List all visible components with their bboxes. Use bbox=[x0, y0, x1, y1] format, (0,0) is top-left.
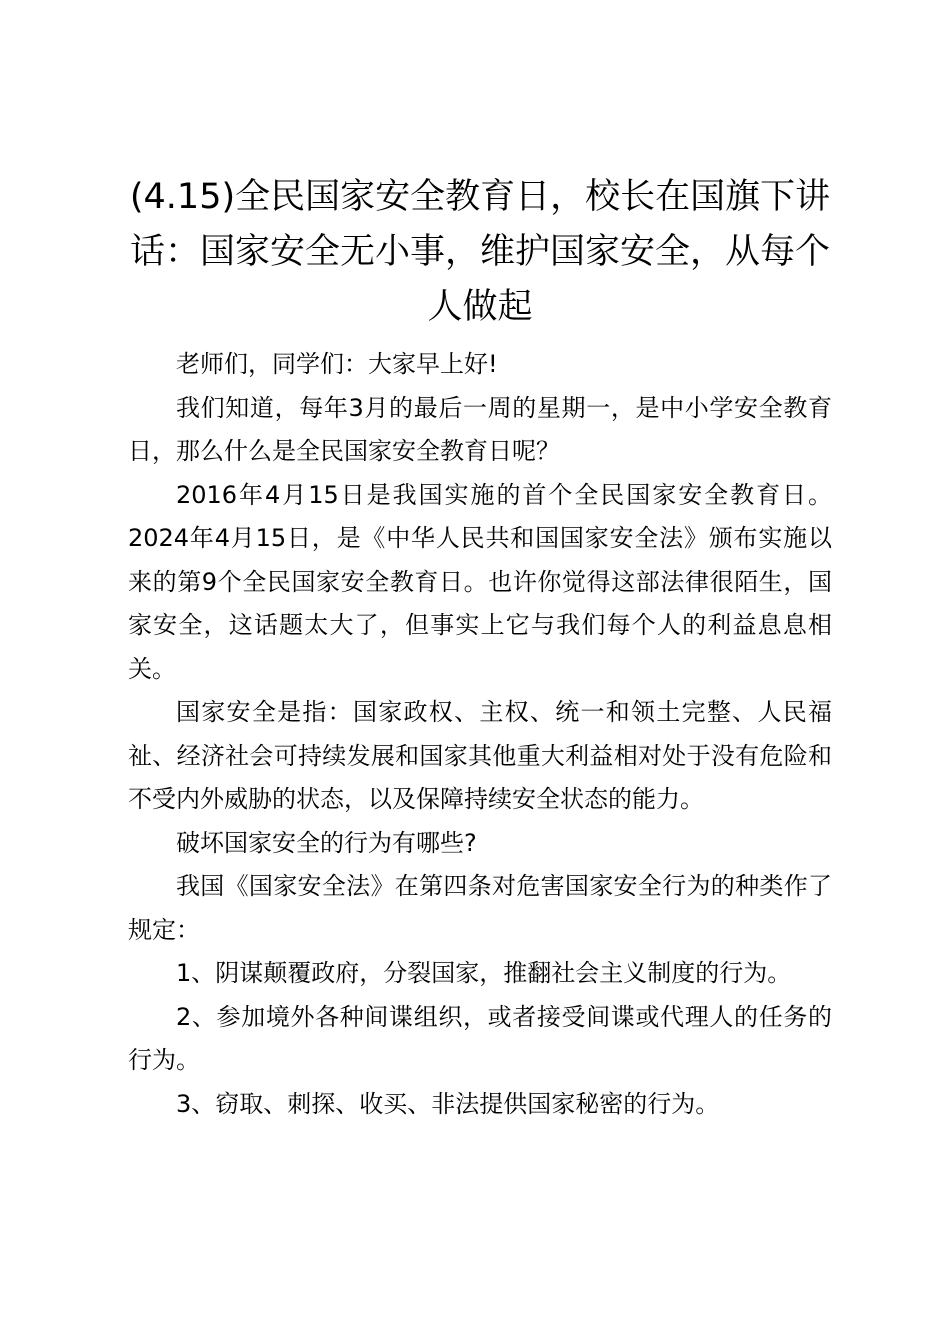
paragraph-question: 破坏国家安全的行为有哪些? bbox=[176, 828, 477, 857]
list-item: 1、阴谋颠覆政府，分裂国家，推翻社会主义制度的行为。 bbox=[176, 959, 792, 987]
document-title: (4.15)全民国家安全教育日，校长在国旗下讲话：国家安全无小事，维护国家安全，从每个人做起 bbox=[129, 177, 831, 327]
paragraph-history: 2016年4月15日是我国实施的首个全民国家安全教育日。2024年4月15日，是《中华人民共和国国家安全法》颁布实施以来的第9个全民国家安全教育日。也许你觉得这部法律很陌生，国家安全，这话题太大了，但事实上它与我们每个人的利益息息相关。 bbox=[128, 480, 832, 683]
list-item: 2、参加境外各种间谍组织，或者接受间谍或代理人的任务的行为。 bbox=[128, 1002, 832, 1074]
list-item: 3、窃取、刺探、收买、非法提供国家秘密的行为。 bbox=[176, 1089, 720, 1118]
paragraph-law-article: 我国《国家安全法》在第四条对危害国家安全行为的种类作了规定： bbox=[128, 872, 832, 944]
paragraph-intro: 我们知道，每年3月的最后一周的星期一，是中小学安全教育日，那么什么是全民国家安全教育日呢？ bbox=[128, 393, 832, 465]
paragraph-definition: 国家安全是指：国家政权、主权、统一和领土完整、人民福祉、经济社会可持续发展和国家其他重大利益相对处于没有危险和不受内外威胁的状态，以及保障持续安全状态的能力。 bbox=[128, 698, 832, 813]
document-page bbox=[128, 170, 832, 1126]
paragraph-greeting: 老师们，同学们：大家早上好! bbox=[176, 350, 498, 378]
